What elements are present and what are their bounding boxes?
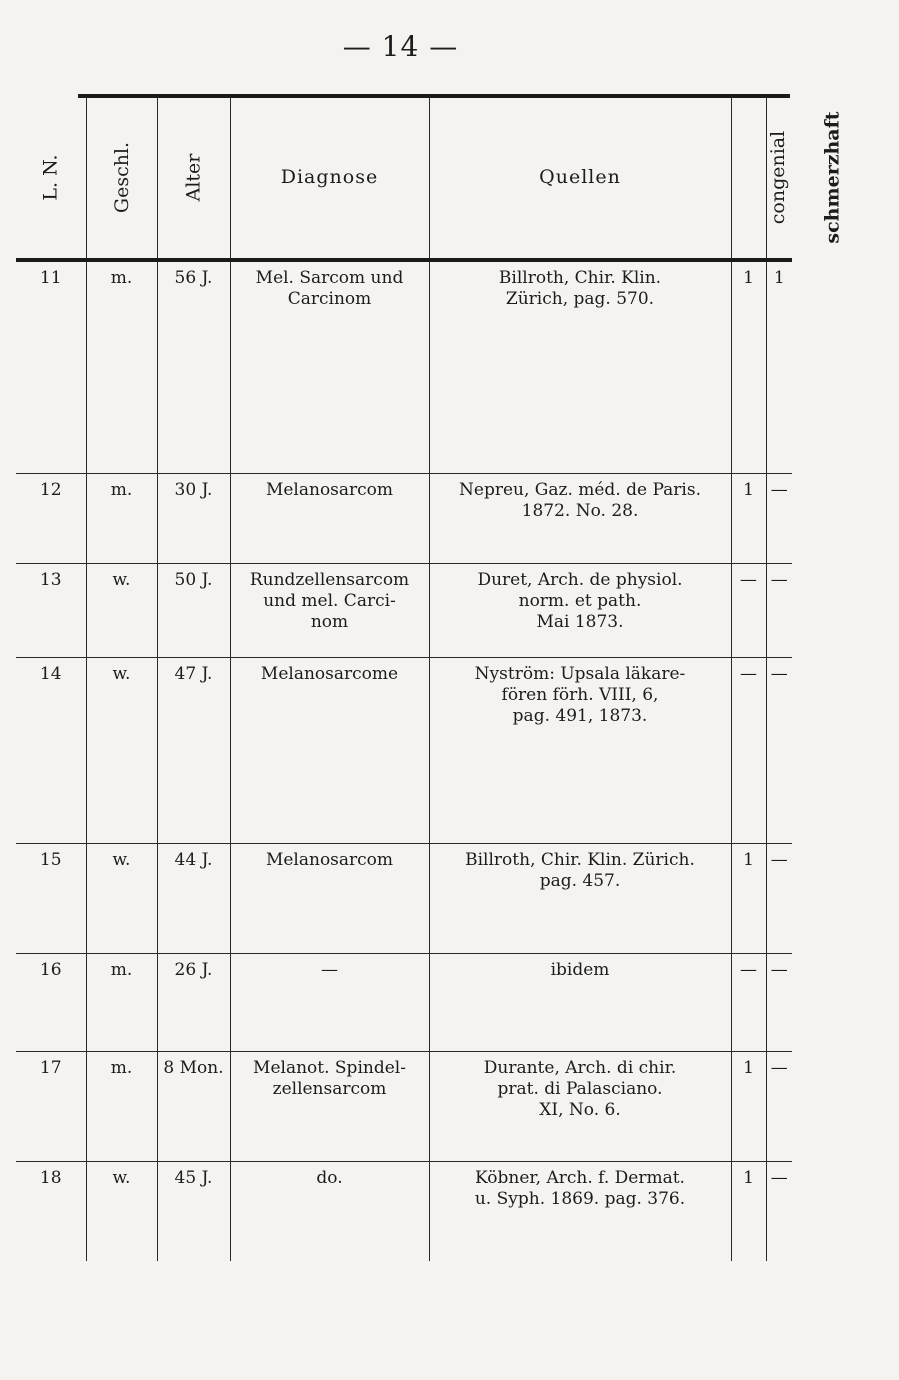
cell-diagnosis: Melanosarcom xyxy=(230,473,429,563)
header-sex: Geschl. xyxy=(86,98,157,260)
header-painful: schmerzhaft xyxy=(766,98,792,260)
table-row xyxy=(16,563,792,657)
cell-painful: — xyxy=(766,843,792,953)
cell-source: Köbner, Arch. f. Dermat. u. Syph. 1869. pag. 376. xyxy=(429,1161,731,1261)
cell-age: 26 J. xyxy=(157,953,230,1051)
cell-diagnosis: Melanosarcome xyxy=(230,657,429,843)
table-row xyxy=(16,1051,792,1161)
cell-sex: w. xyxy=(86,843,157,953)
cell-sex: m. xyxy=(86,1051,157,1161)
header-congenital: congenial xyxy=(731,98,766,260)
cell-source: Nyström: Upsala läkare- fören förh. VIII, 6, pag. 491, 1873. xyxy=(429,657,731,843)
cell-ln: 12 xyxy=(16,473,86,563)
case-table xyxy=(16,98,844,1261)
cell-ln: 13 xyxy=(16,563,86,657)
cell-ln: 14 xyxy=(16,657,86,843)
table-row xyxy=(16,953,792,1051)
cell-age: 56 J. xyxy=(157,260,230,473)
table-row xyxy=(16,843,792,953)
cell-painful: — xyxy=(766,563,792,657)
cell-painful: — xyxy=(766,1051,792,1161)
table-row xyxy=(16,1161,792,1261)
cell-diagnosis: Melanot. Spindel- zellensarcom xyxy=(230,1051,429,1161)
cell-diagnosis: — xyxy=(230,953,429,1051)
cell-ln: 15 xyxy=(16,843,86,953)
cell-age: 30 J. xyxy=(157,473,230,563)
case-table-wrapper xyxy=(16,94,844,1261)
cell-sex: w. xyxy=(86,1161,157,1261)
cell-source: Nepreu, Gaz. méd. de Paris. 1872. No. 28. xyxy=(429,473,731,563)
cell-congenital: — xyxy=(731,657,766,843)
cell-age: 50 J. xyxy=(157,563,230,657)
table-row xyxy=(16,657,792,843)
cell-sex: m. xyxy=(86,953,157,1051)
cell-painful: 1 xyxy=(766,260,792,473)
cell-source: Duret, Arch. de physiol. norm. et path. Mai 1873. xyxy=(429,563,731,657)
header-row xyxy=(16,98,792,260)
cell-source: Billroth, Chir. Klin. Zürich, pag. 570. xyxy=(429,260,731,473)
table-row xyxy=(16,473,792,563)
cell-congenital: — xyxy=(731,563,766,657)
cell-painful: — xyxy=(766,473,792,563)
cell-ln: 11 xyxy=(16,260,86,473)
header-age: Alter xyxy=(157,98,230,260)
cell-sex: m. xyxy=(86,473,157,563)
cell-ln: 17 xyxy=(16,1051,86,1161)
cell-age: 8 Mon. xyxy=(157,1051,230,1161)
cell-congenital: 1 xyxy=(731,473,766,563)
cell-diagnosis: do. xyxy=(230,1161,429,1261)
header-diagnosis: Diagnose xyxy=(230,98,429,260)
cell-congenital: 1 xyxy=(731,1161,766,1261)
cell-source: ibidem xyxy=(429,953,731,1051)
cell-sex: m. xyxy=(86,260,157,473)
cell-sex: w. xyxy=(86,657,157,843)
cell-ln: 16 xyxy=(16,953,86,1051)
header-sources: Quellen xyxy=(429,98,731,260)
header-ln: L. N. xyxy=(16,98,86,260)
cell-congenital: 1 xyxy=(731,1051,766,1161)
cell-age: 44 J. xyxy=(157,843,230,953)
cell-painful: — xyxy=(766,953,792,1051)
cell-diagnosis: Mel. Sarcom und Carcinom xyxy=(230,260,429,473)
cell-congenital: — xyxy=(731,953,766,1051)
cell-painful: — xyxy=(766,1161,792,1261)
table-row xyxy=(16,260,792,473)
cell-sex: w. xyxy=(86,563,157,657)
cell-diagnosis: Melanosarcom xyxy=(230,843,429,953)
cell-age: 47 J. xyxy=(157,657,230,843)
cell-congenital: 1 xyxy=(731,843,766,953)
cell-congenital: 1 xyxy=(731,260,766,473)
page-number: — 14 — xyxy=(342,30,459,63)
cell-diagnosis: Rundzellensarcom und mel. Carci- nom xyxy=(230,563,429,657)
cell-age: 45 J. xyxy=(157,1161,230,1261)
cell-source: Durante, Arch. di chir. prat. di Palasciano. XI, No. 6. xyxy=(429,1051,731,1161)
cell-ln: 18 xyxy=(39,1167,62,1188)
cell-source: Billroth, Chir. Klin. Zürich. pag. 457. xyxy=(429,843,731,953)
cell-painful: — xyxy=(766,657,792,843)
